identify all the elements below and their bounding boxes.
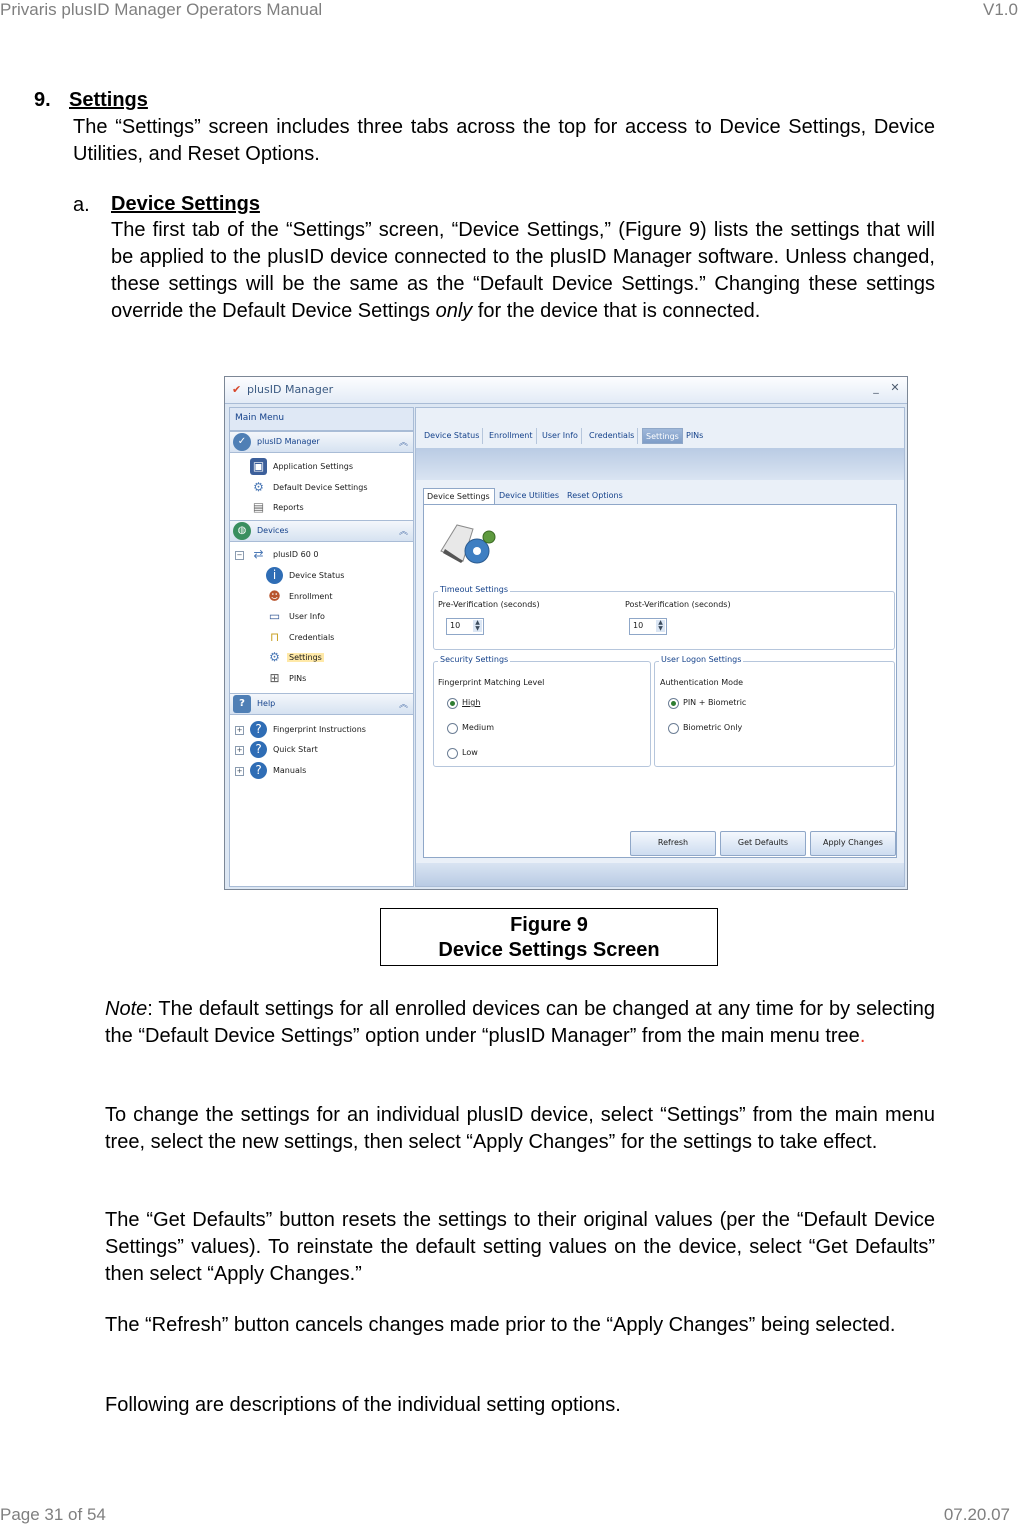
subtab-device-settings[interactable]: Device Settings bbox=[423, 488, 495, 504]
refresh-button[interactable]: Refresh bbox=[630, 831, 716, 856]
apply-changes-button[interactable]: Apply Changes bbox=[810, 831, 896, 856]
question-icon: ? bbox=[250, 762, 267, 779]
main-menu-title: Main Menu bbox=[230, 408, 413, 431]
security-settings-group: Security Settings Fingerprint Matching Level High Medium Low bbox=[433, 661, 651, 767]
tab-credentials[interactable]: Credentials bbox=[586, 428, 638, 444]
radio-pin-biometric[interactable] bbox=[668, 698, 679, 709]
collapse-icon[interactable]: ︽ bbox=[398, 700, 408, 710]
radio-biometric-only[interactable] bbox=[668, 723, 679, 734]
app-logo-icon: ✔ bbox=[232, 383, 242, 396]
group-help[interactable]: ? Help ︽ bbox=[230, 693, 413, 715]
lock-icon: ⊓ bbox=[269, 630, 280, 644]
section-intro: The “Settings” screen includes three tabs across the top for access to Device Settings, Device Utilities, and Reset Options. bbox=[73, 116, 935, 165]
header-band bbox=[416, 448, 904, 480]
subsection-title: Device Settings bbox=[111, 193, 260, 215]
app-screenshot bbox=[224, 376, 908, 890]
matching-level-label: Fingerprint Matching Level bbox=[438, 678, 545, 687]
collapse-icon[interactable]: ︽ bbox=[398, 527, 408, 537]
figure-caption bbox=[380, 908, 718, 966]
clipboard-icon: ▤ bbox=[252, 500, 265, 514]
users-icon: ☻ bbox=[268, 589, 281, 603]
authentication-mode-label: Authentication Mode bbox=[660, 678, 744, 687]
tab-pins[interactable]: PINs bbox=[686, 431, 704, 440]
note-paragraph: Note: The default settings for all enrolled devices can be changed at any time for by selecting the “Default Device Settings” option under “plusID Manager” from the main menu tree. bbox=[105, 998, 935, 1047]
get-defaults-button[interactable]: Get Defaults bbox=[720, 831, 806, 856]
tab-enrollment[interactable]: Enrollment bbox=[486, 428, 537, 444]
gear-icon: ⚙ bbox=[253, 480, 264, 494]
main-menu-panel: Main Menu ✓ plusID Manager ︽ ▣ Application Settings ⚙ Default Device Settings ▤ Reports ◍ Devices ︽ − ⇄ plusID 60 0 i Device Status ☻ Enrollment ▭ User Info ⊓ Credentials ⚙ Settings ⊞ PINs ? Help ︽ + ? Fingerprint Instructions + ? Quick Start + ? Manuals bbox=[229, 407, 414, 887]
monitor-icon: ▣ bbox=[250, 458, 267, 475]
title-bar bbox=[225, 377, 907, 404]
tree-expand-icon[interactable]: + bbox=[236, 767, 243, 775]
post-verification-label: Post-Verification (seconds) bbox=[625, 600, 731, 609]
radio-medium[interactable] bbox=[447, 723, 458, 734]
spinner-arrows-icon: ▲ ▼ bbox=[656, 620, 665, 632]
id-card-icon: ▭ bbox=[268, 609, 281, 623]
paragraph-get-defaults: The “Get Defaults” button resets the settings to their original values (per the “Default Device Settings” values). To reinstate the default setting values on the device, select “Get Defaults” then select “Apply Changes.” bbox=[105, 1209, 935, 1285]
paragraph-apply-changes: To change the settings for an individual plusID device, select “Settings” from the main menu tree, select the new settings, then select “Apply Changes” for the settings to take effect. bbox=[105, 1104, 935, 1153]
question-icon: ? bbox=[250, 721, 267, 738]
running-header-version: V1.0 bbox=[983, 0, 1018, 19]
radio-high[interactable] bbox=[447, 698, 458, 709]
tree-expand-icon[interactable]: + bbox=[236, 726, 243, 734]
page-number: Page 31 of 54 bbox=[0, 1505, 106, 1524]
radio-low[interactable] bbox=[447, 748, 458, 759]
post-verification-spinner[interactable]: 10 ▲ ▼ bbox=[629, 618, 667, 635]
running-header-title: Privaris plusID Manager Operators Manual bbox=[0, 0, 323, 19]
pre-verification-label: Pre-Verification (seconds) bbox=[438, 600, 540, 609]
shield-icon: ✓ bbox=[233, 433, 251, 451]
timeout-settings-group: Timeout Settings Pre-Verification (seconds) 10 ▲ ▼ Post-Verification (seconds) 10 ▲ ▼ bbox=[433, 591, 895, 650]
content-panel bbox=[415, 407, 905, 887]
spinner-arrows-icon: ▲ ▼ bbox=[473, 620, 482, 632]
gear-icon: ⚙ bbox=[269, 650, 280, 664]
group-plusid-manager[interactable]: ✓ plusID Manager ︽ bbox=[230, 431, 413, 453]
footer-band bbox=[416, 863, 904, 886]
tab-user-info[interactable]: User Info bbox=[539, 428, 582, 444]
usb-icon: ⇄ bbox=[253, 547, 264, 561]
globe-icon: ◍ bbox=[233, 522, 251, 540]
minimize-icon[interactable]: _ bbox=[873, 381, 879, 394]
tab-settings[interactable]: Settings bbox=[642, 428, 683, 444]
help-book-icon: ? bbox=[233, 695, 251, 713]
app-title: plusID Manager bbox=[247, 383, 334, 396]
document-date: 07.20.07 bbox=[943, 1505, 1010, 1524]
user-logon-settings-group: User Logon Settings Authentication Mode PIN + Biometric Biometric Only bbox=[654, 661, 895, 767]
figure-number: Figure 9 bbox=[510, 914, 588, 936]
paragraph-refresh: The “Refresh” button cancels changes made prior to the “Apply Changes” being selected. bbox=[105, 1314, 896, 1336]
collapse-icon[interactable]: ︽ bbox=[398, 438, 408, 448]
subsection-body: The first tab of the “Settings” screen, “Device Settings,” (Figure 9) lists the settings that will be applied to the plusID device connected to the plusID Manager software. Unless changed, these settings will be the same as the “Default Device Settings.” Changing these settings override the Default Device Settings only for the device that is connected. bbox=[111, 219, 935, 322]
group-devices[interactable]: ◍ Devices ︽ bbox=[230, 520, 413, 542]
tree-collapse-icon[interactable]: − bbox=[236, 551, 243, 559]
figure-title: Device Settings Screen bbox=[438, 939, 660, 961]
device-gear-icon bbox=[433, 517, 497, 569]
tab-device-status[interactable]: Device Status bbox=[421, 428, 483, 444]
subtab-reset-options[interactable]: Reset Options bbox=[567, 491, 623, 500]
close-icon[interactable]: ✕ bbox=[890, 381, 900, 394]
keypad-icon: ⊞ bbox=[269, 671, 280, 685]
section-title: Settings bbox=[69, 89, 148, 111]
pre-verification-spinner[interactable]: 10 ▲ ▼ bbox=[446, 618, 484, 635]
tree-expand-icon[interactable]: + bbox=[236, 746, 243, 754]
info-icon: i bbox=[266, 567, 283, 584]
subsection-letter: a. bbox=[73, 194, 90, 216]
subtab-device-utilities[interactable]: Device Utilities bbox=[499, 491, 560, 500]
paragraph-following: Following are descriptions of the individual setting options. bbox=[105, 1394, 621, 1416]
question-icon: ? bbox=[250, 741, 267, 758]
section-number: 9. bbox=[34, 89, 51, 111]
device-settings-panel bbox=[423, 504, 897, 858]
